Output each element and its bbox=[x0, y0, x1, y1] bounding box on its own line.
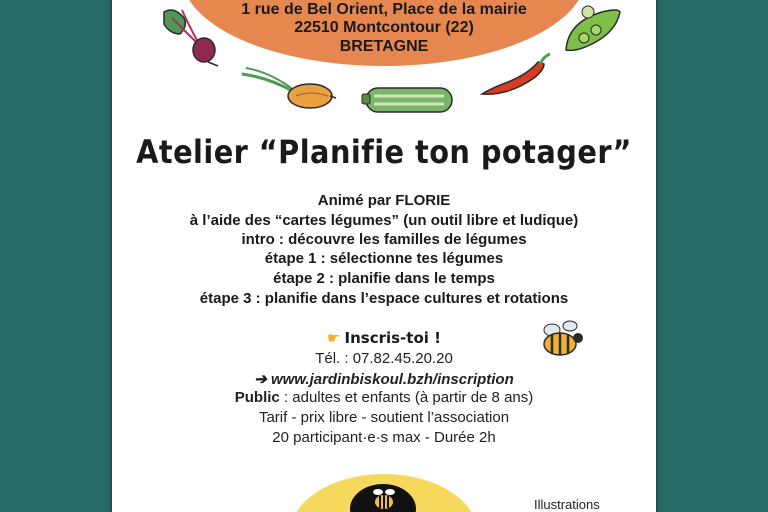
step-2-line: étape 2 : planifie dans le temps bbox=[273, 270, 495, 287]
zucchini-icon bbox=[362, 82, 456, 116]
public-label: Public bbox=[234, 389, 280, 406]
pea-pod-icon bbox=[562, 2, 624, 56]
public-line bbox=[0, 389, 768, 406]
illustrations-credit: Illustrations bbox=[534, 497, 600, 512]
step-1-line: étape 1 : sélectionne tes légumes bbox=[264, 250, 504, 267]
register-call-text: Inscris-toi ! bbox=[344, 329, 441, 347]
address-line-2: 22510 Montcontour (22) bbox=[294, 19, 474, 36]
phone-number: Tél. : 07.82.45.20.20 bbox=[315, 350, 453, 367]
pointing-hand-icon: ☛ bbox=[327, 329, 341, 347]
register-call bbox=[0, 329, 768, 347]
host-line: Animé par FLORIE bbox=[317, 192, 451, 209]
tool-line: à l’aide des “cartes légumes” (un outil libre et ludique) bbox=[189, 212, 579, 229]
bee-logo-icon bbox=[370, 488, 398, 512]
intro-line: intro : découvre les familles de légumes bbox=[241, 231, 527, 248]
workshop-title: Atelier “Planifie ton potager” bbox=[136, 133, 632, 171]
address-region: BRETAGNE bbox=[339, 38, 429, 55]
public-value: : adultes et enfants (à partir de 8 ans) bbox=[279, 389, 534, 406]
address-line-1: 1 rue de Bel Orient, Place de la mairie bbox=[241, 1, 527, 18]
onion-icon bbox=[240, 66, 336, 112]
tarif-line: Tarif - prix libre - soutient l’association bbox=[258, 409, 510, 426]
chili-pepper-icon bbox=[478, 50, 554, 100]
registration-link[interactable]: ➔ www.jardinbiskoul.bzh/inscription bbox=[254, 371, 514, 388]
step-3-line: étape 3 : planifie dans l’espace cultures et rotations bbox=[199, 290, 569, 307]
participants-line: 20 participant·e·s max - Durée 2h bbox=[272, 429, 496, 446]
beetroot-icon bbox=[158, 4, 228, 68]
